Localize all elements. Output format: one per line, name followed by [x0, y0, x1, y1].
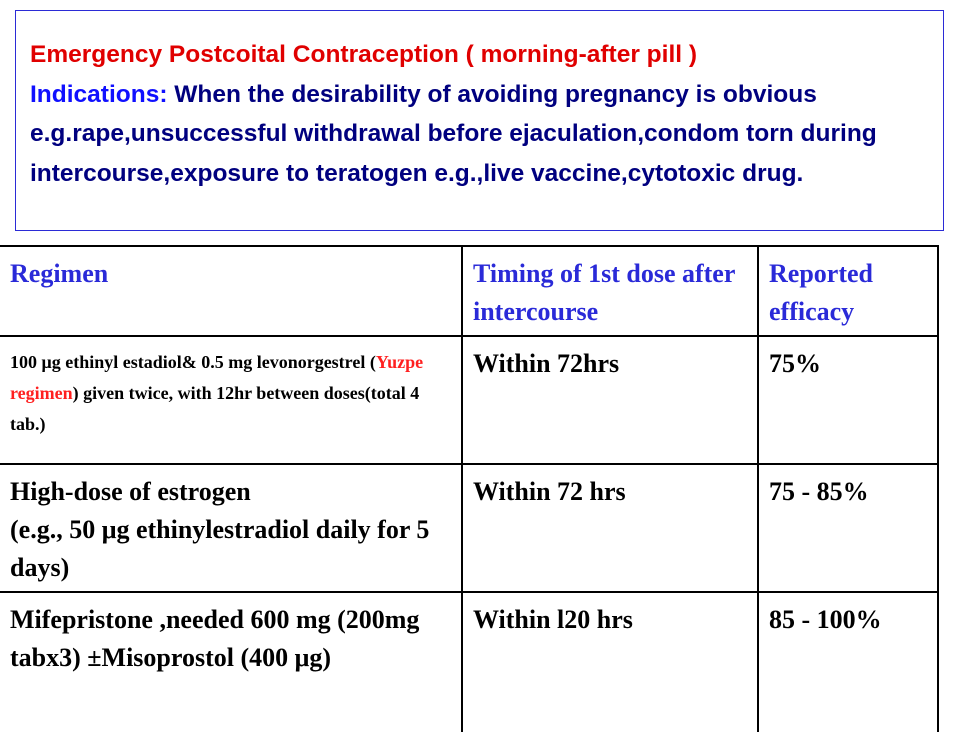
indications-text: When the desirability of avoiding pregnancy is obvious e.g.rape,unsuccessful withdrawal before ejaculation,condom torn during intercourse,exposure to teratogen e.g.,live vaccine,cytotoxic drug. — [30, 80, 877, 187]
regimen-text: (e.g., 50 μg ethinylestradiol daily for 5 days) — [10, 515, 430, 582]
regimen-text: High-dose of estrogen — [10, 477, 251, 506]
intro-box — [15, 10, 944, 231]
table-row — [0, 464, 938, 592]
header-regimen: Regimen — [0, 246, 462, 336]
regimen-text: 100 μg ethinyl estadiol& 0.5 mg levonorgestrel ( — [10, 352, 376, 372]
efficacy-cell: 85 - 100% — [758, 592, 938, 732]
regimen-text: ) given twice, with 12hr between doses(total 4 tab.) — [10, 383, 420, 434]
slide-title: Emergency Postcoital Contraception ( morning-after pill ) — [30, 41, 698, 68]
table-row — [0, 336, 938, 464]
regimen-cell: Mifepristone ,needed 600 mg (200mg tabx3) ±Misoprostol (400 μg) — [0, 592, 462, 732]
timing-cell: Within 72 hrs — [462, 464, 758, 592]
regimen-cell — [0, 336, 462, 464]
efficacy-cell: 75% — [758, 336, 938, 464]
yuzpe-regimen-highlight: Yuzpe regimen — [10, 352, 424, 403]
timing-cell: Within l20 hrs — [462, 592, 758, 732]
indications-label: Indications: — [30, 80, 168, 108]
regimen-table — [0, 245, 939, 732]
regimen-cell — [0, 464, 462, 592]
timing-cell: Within 72hrs — [462, 336, 758, 464]
table-header-row — [0, 246, 938, 336]
efficacy-cell: 75 - 85% — [758, 464, 938, 592]
table-row — [0, 592, 938, 732]
header-timing: Timing of 1st dose after intercourse — [462, 246, 758, 336]
header-efficacy: Reported efficacy — [758, 246, 938, 336]
